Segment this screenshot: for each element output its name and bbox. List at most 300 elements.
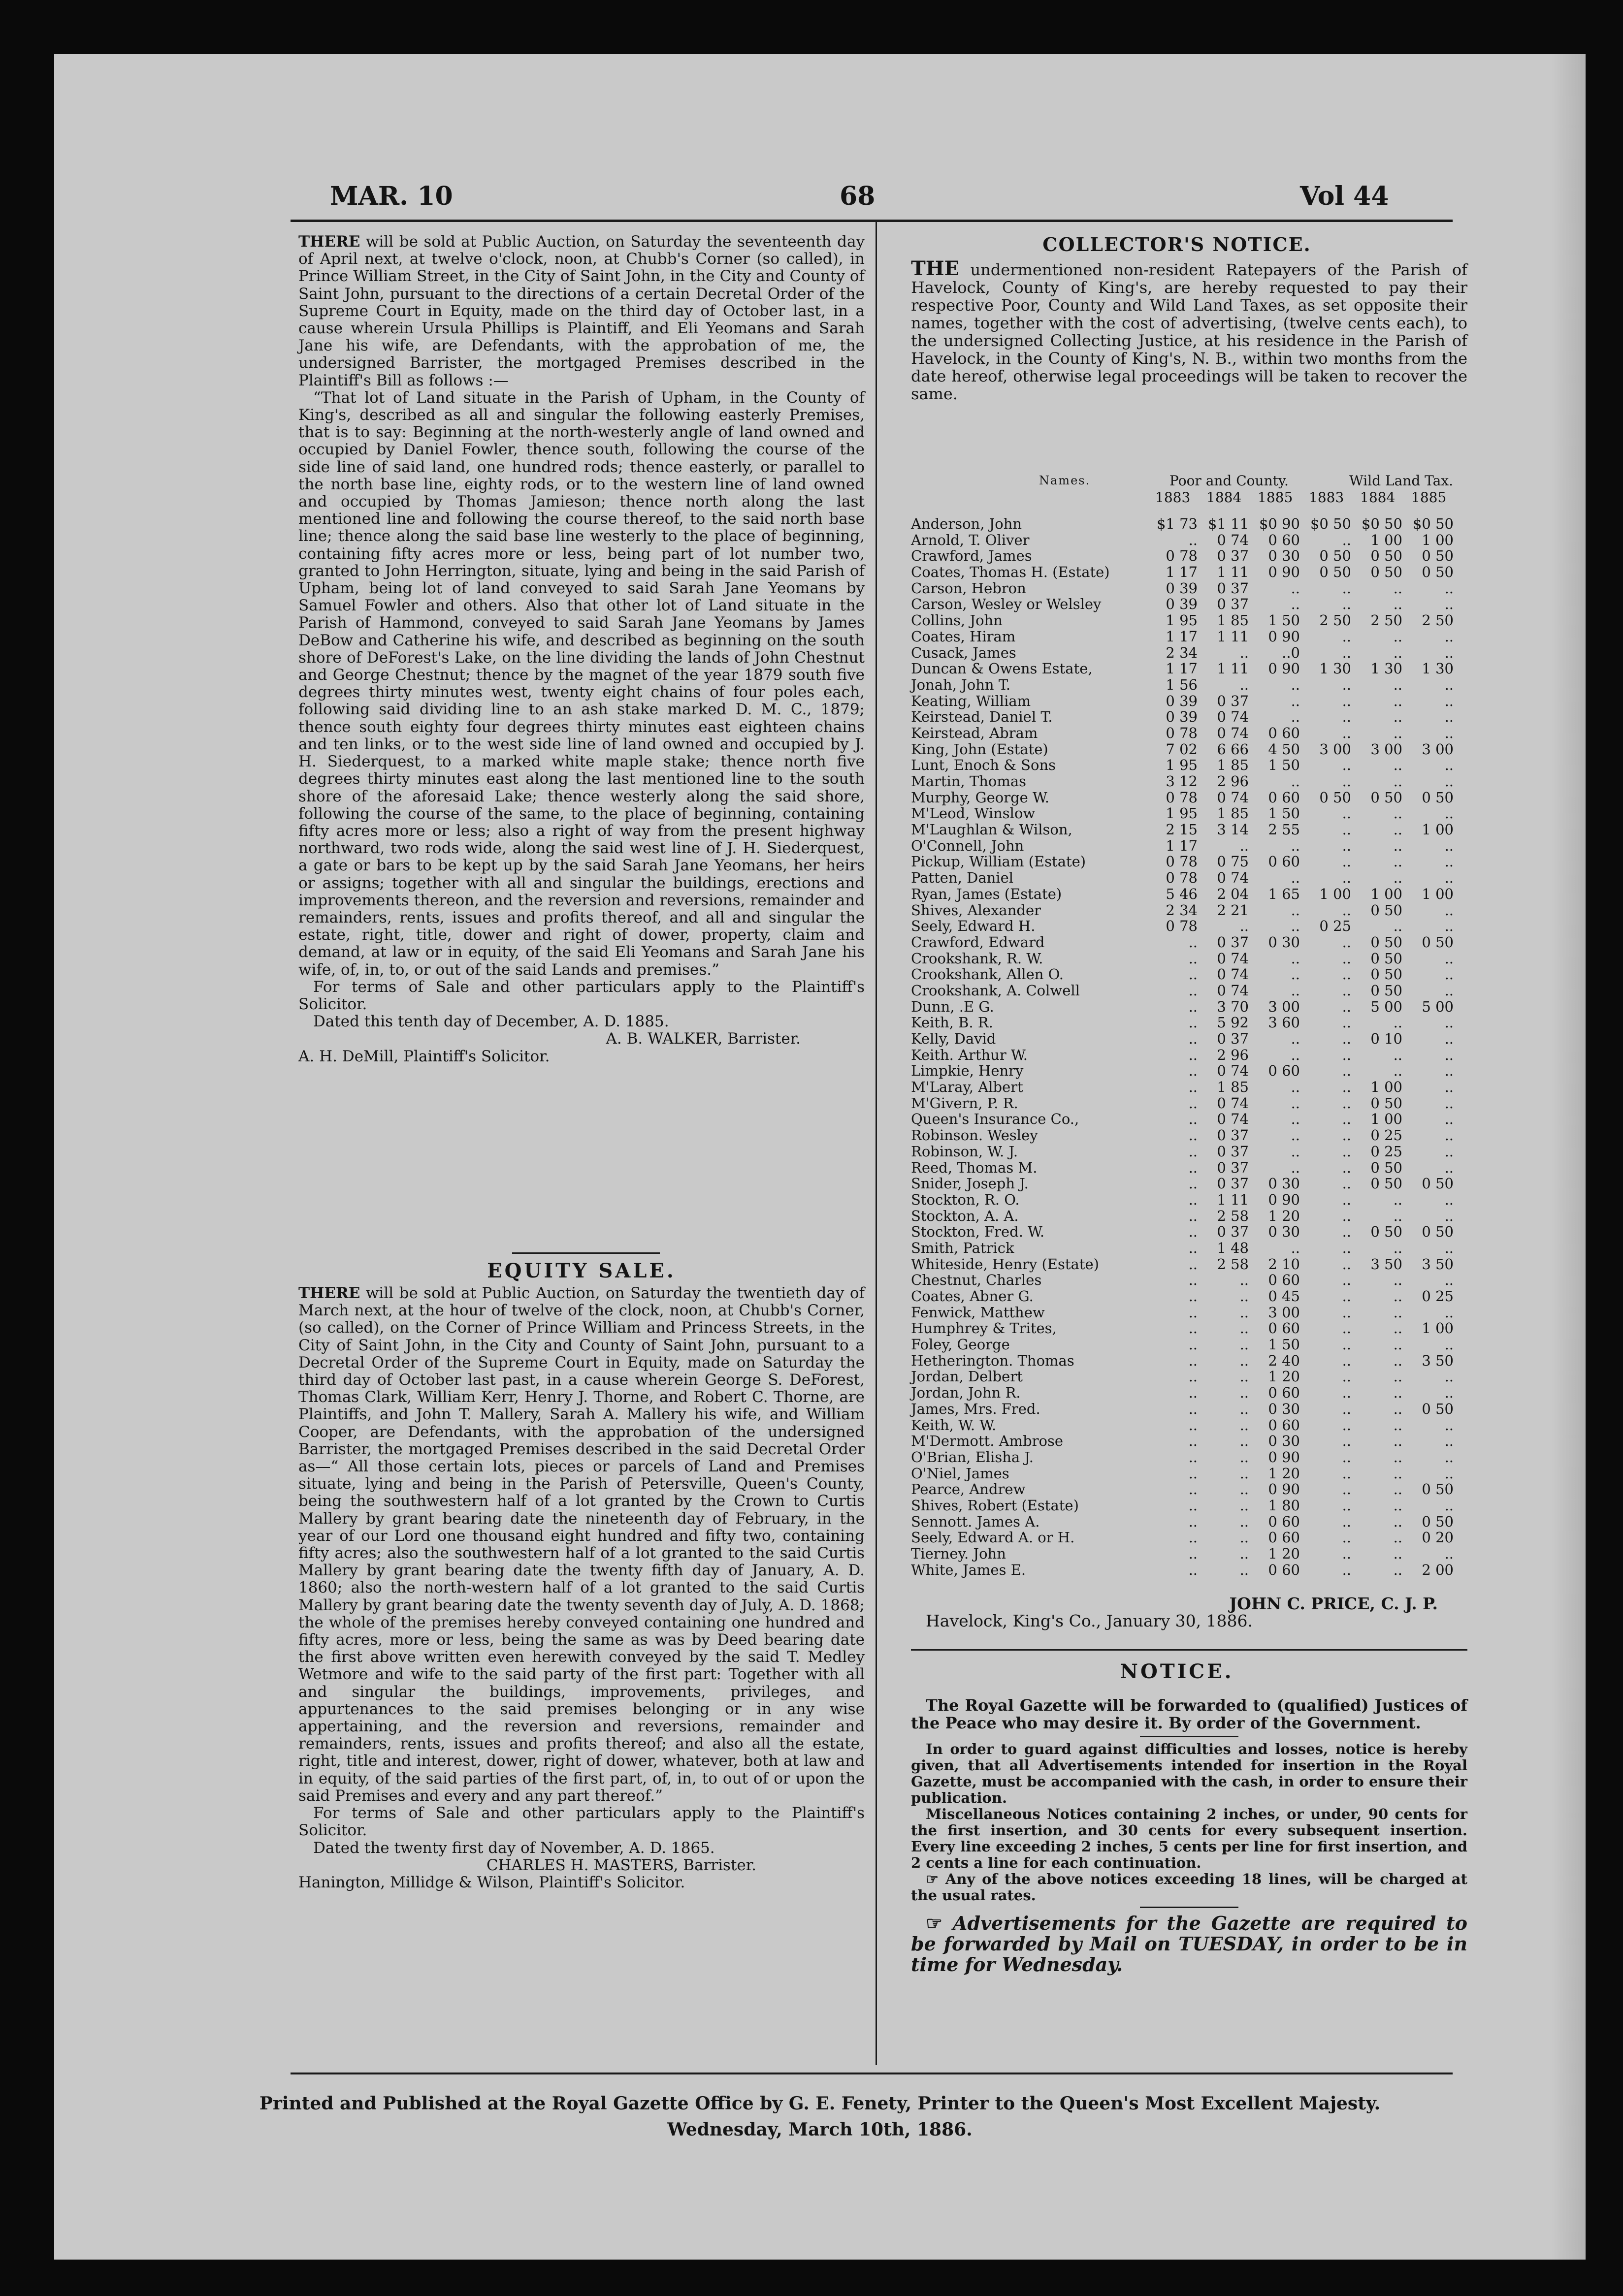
tax-amount: 0 90	[1268, 1191, 1300, 1208]
tax-amount: 0 78	[1166, 869, 1198, 887]
tax-amount: 0 90	[1268, 628, 1300, 645]
tax-amount: ..	[1188, 1320, 1198, 1337]
tax-amount: ..	[1342, 933, 1351, 951]
tax-amount: ..	[1393, 1368, 1402, 1385]
tax-amount: 0 37	[1217, 1030, 1249, 1047]
tax-amount: ..	[1342, 644, 1351, 661]
tax-amount: ..	[1342, 901, 1351, 919]
tax-amount: 0 50	[1370, 1223, 1402, 1241]
ratepayer-name: Robinson. Wesley	[911, 1127, 1038, 1144]
footer-date-line: Wednesday, March 10th, 1886.	[667, 2119, 973, 2140]
tax-amount: ..	[1239, 1400, 1249, 1417]
tax-amount: 2 58	[1217, 1255, 1249, 1273]
tax-amount: 0 37	[1217, 547, 1249, 565]
tax-amount: ..	[1291, 692, 1300, 709]
tax-amount: ..	[1291, 676, 1300, 693]
tax-amount: 0 39	[1166, 596, 1198, 613]
tax-amount: ..	[1188, 966, 1198, 983]
table-row	[911, 1401, 1462, 1417]
page-number: 68	[840, 181, 876, 211]
ratepayer-name: Crookshank, A. Colwell	[911, 982, 1080, 999]
tax-amount: 1 85	[1217, 612, 1249, 629]
auction-para-2: “That lot of Land situate in the Parish of Upham, in the County of King's, described as all and singular the following easterly Premises, that is to say: Beginning at the north-westerly angle of land owned and occupied by Daniel Fowler, thence south, following the course of the side line of said land, one hundred rods; thence easterly, or parallel to the north base line, eighty rods, or to the western line of land owned and occupied by Thomas Jamieson; thence north along the last mentioned line and following the course thereof, to the said north base line; thence along the said base line westerly to the place of beginning, containing fifty acres more or less, being part of lot number two, granted to John Herrington, situate, lying and being in the said Parish of Upham, being lot of land conveyed to said Sarah Jane Yeomans by Samuel Fowler and others. Also that other lot of Land situate in the Parish of Hammond, conveyed to said Sarah Jane Yeomans by James DeBow and Catherine his wife, and described as beginning on the south shore of DeForest's Lake, on the line dividing the lands of John Chestnut and George Chestnut; thence by the magnet of the year 1879 south five degrees thirty minutes west, twenty eight chains of four poles each, following said dividing line to an ash stake marked D. M. C., 1879; thence south eighty four degrees thirty minutes east eighteen chains and ten links, or to the west side line of land owned and occupied by J. H. Siederquest, to a marked white maple stake; thence north five degrees thirty minutes east along the last mentioned line to the south shore of the aforesaid Lake; thence westerly along the said shore, following the course of the same, to the place of beginning, containing fifty acres more or less; also a right of way from the present highway northward, two rods wide, along the said west line of J. H. Siederquest, a gate or bars to be kept up by the said Sarah Jane Yeomans, her heirs or assigns; together with all and singular the buildings, erections and improvements thereon, and the reversion and reversions, remainder and remainders, rents, issues and profits thereof, and all and singular the estate, right, title, dower and right of dower, property, claim and demand, at law or in equity, of the said Eli Yeomans and Sarah Jane his wife, of, in, to, or out of the said Lands and premises.”	[298, 388, 865, 979]
equity-lead-word: THERE	[298, 1284, 360, 1302]
tax-amount: ..	[1291, 901, 1300, 919]
tax-amount: ..	[1393, 1384, 1402, 1402]
table-row	[911, 1514, 1462, 1530]
table-row	[911, 1224, 1462, 1240]
tax-amount: ..	[1239, 1497, 1249, 1514]
table-row	[911, 773, 1462, 790]
tax-amount: ..	[1342, 950, 1351, 967]
tax-amount: ..	[1188, 1288, 1198, 1305]
tax-amount: 0 50	[1370, 966, 1402, 983]
tax-amount: 0 75	[1217, 853, 1249, 870]
table-row	[911, 902, 1462, 919]
tax-amount: ..	[1188, 531, 1198, 548]
ratepayer-name: Murphy, George W.	[911, 789, 1049, 806]
table-row	[911, 1498, 1462, 1514]
tax-amount: ..	[1342, 1207, 1351, 1224]
ratepayer-name: Shives, Alexander	[911, 901, 1041, 919]
ratepayer-name: Crookshank, Allen O.	[911, 966, 1064, 983]
ratepayer-name: M'Dermott. Ambrose	[911, 1433, 1064, 1450]
tax-amount: ..	[1393, 1046, 1402, 1063]
tax-amount: 5 92	[1217, 1014, 1249, 1031]
year-1885-wild: 1885	[1411, 489, 1447, 506]
tax-amount: ..	[1444, 1030, 1454, 1047]
tax-amount: ..	[1188, 950, 1198, 967]
table-row	[911, 1256, 1462, 1273]
tax-amount: 1 00	[1422, 1320, 1454, 1337]
table-row	[911, 854, 1462, 870]
table-row	[911, 1433, 1462, 1449]
tax-amount: ..	[1393, 757, 1402, 774]
ratepayer-name: Keating, William	[911, 692, 1031, 709]
tax-amount: 0 74	[1217, 724, 1249, 741]
tax-amount: 1 00	[1319, 885, 1351, 902]
tax-amount: ..	[1291, 1111, 1300, 1128]
notice-title: NOTICE.	[1120, 1660, 1234, 1683]
tax-amount: ..	[1239, 1304, 1249, 1321]
tax-amount: 0 50	[1370, 901, 1402, 919]
tax-amount: ..	[1188, 1175, 1198, 1192]
tax-amount: 0 30	[1268, 1223, 1300, 1241]
tax-amount: ..	[1342, 1288, 1351, 1305]
tax-amount: ..	[1444, 596, 1454, 613]
tax-amount: ..	[1291, 966, 1300, 983]
tax-amount: ..	[1239, 918, 1249, 935]
ratepayer-name: Keith, B. R.	[911, 1014, 993, 1031]
tax-amount: 0 60	[1268, 1384, 1300, 1402]
tax-amount: ..	[1444, 1384, 1454, 1402]
ratepayer-name: King, John (Estate)	[911, 740, 1048, 758]
tax-amount: ..	[1393, 644, 1402, 661]
equity-barrister: CHARLES H. MASTERS, Barrister.	[486, 1856, 756, 1874]
ratepayer-name: Hetherington. Thomas	[911, 1352, 1074, 1369]
ratepayer-name: Coates, Thomas H. (Estate)	[911, 564, 1110, 581]
tax-amount: ..	[1188, 1127, 1198, 1144]
tax-amount: ..	[1393, 579, 1402, 597]
table-row	[911, 564, 1462, 580]
tax-amount: 1 50	[1268, 805, 1300, 822]
poor-county-label: Poor and County.	[1169, 473, 1289, 489]
tax-amount: ..	[1291, 773, 1300, 790]
tax-amount: 0 45	[1268, 1288, 1300, 1305]
tax-amount: 1 00	[1370, 1079, 1402, 1096]
ratepayer-name: M'Laray, Albert	[911, 1079, 1023, 1096]
year-1883-wild: 1883	[1309, 489, 1344, 506]
tax-amount: 0 37	[1217, 933, 1249, 951]
notice-para-1: The Royal Gazette will be forwarded to (qualified) Justices of the Peace who may desire it. By order of the Government.	[911, 1696, 1467, 1732]
tax-amount: 0 39	[1166, 579, 1198, 597]
tax-amount: ..	[1239, 1545, 1249, 1562]
tax-amount: ..	[1444, 724, 1454, 741]
tax-amount: 5 00	[1370, 998, 1402, 1015]
tax-amount: ..	[1239, 676, 1249, 693]
ratepayer-name: Keith. Arthur W.	[911, 1046, 1028, 1063]
ratepayer-name: Whiteside, Henry (Estate)	[911, 1255, 1099, 1273]
table-row	[911, 999, 1462, 1015]
notice-para-2: In order to guard against difficulties and losses, notice is hereby given, that all Advertisements intended for insertion in the Royal Gazette, must be accompanied with the cash, in order to ensure their publication.	[911, 1741, 1467, 1806]
tax-amount: 2 40	[1268, 1352, 1300, 1369]
auction-para-1	[298, 233, 865, 389]
auction-dated: Dated this tenth day of December, A. D. 1885.	[313, 1013, 669, 1031]
ratepayer-name: Jordan, Delbert	[911, 1368, 1023, 1385]
ratepayer-name: Patten, Daniel	[911, 869, 1014, 887]
tax-amount: 0 39	[1166, 708, 1198, 726]
tax-amount: ..	[1342, 1030, 1351, 1047]
tax-amount: ..	[1444, 1368, 1454, 1385]
tax-amount: ..	[1342, 1400, 1351, 1417]
tax-amount: 2 15	[1166, 821, 1198, 838]
tax-amount: ..	[1393, 1545, 1402, 1562]
tax-amount: ..	[1188, 998, 1198, 1015]
tax-amount: ..	[1393, 1497, 1402, 1514]
tax-amount: ..	[1342, 1046, 1351, 1063]
tax-amount: ..	[1393, 1529, 1402, 1546]
ratepayer-name: M'Givern, P. R.	[911, 1094, 1018, 1112]
table-row	[911, 709, 1462, 725]
tax-amount: 1 30	[1370, 660, 1402, 677]
tax-amount: 0 50	[1370, 950, 1402, 967]
tax-amount: 1 85	[1217, 757, 1249, 774]
equity-para-2: For terms of Sale and other particulars apply to the Plaintiff's Solicitor.	[298, 1804, 865, 1840]
tax-amount: ..	[1239, 644, 1249, 661]
tax-amount: ..	[1239, 1465, 1249, 1482]
tax-amount: ..	[1188, 1014, 1198, 1031]
tax-amount: 0 50	[1370, 789, 1402, 806]
ratepayer-name: Dunn, .E G.	[911, 998, 994, 1015]
tax-amount: 1 00	[1422, 531, 1454, 548]
tax-amount: 1 56	[1166, 676, 1198, 693]
tax-amount: ..	[1342, 805, 1351, 822]
tax-amount: ..	[1393, 1400, 1402, 1417]
tax-amount: 0 50	[1370, 933, 1402, 951]
tax-amount: ..	[1239, 1513, 1249, 1530]
tax-amount: 0 74	[1217, 1062, 1249, 1080]
ratepayer-name: Seely, Edward H.	[911, 918, 1036, 935]
tax-amount: ..	[1342, 1127, 1351, 1144]
tax-amount: ..	[1444, 628, 1454, 645]
tax-amount: ..	[1188, 1255, 1198, 1273]
table-row	[911, 1240, 1462, 1256]
ratepayer-name: Shives, Robert (Estate)	[911, 1497, 1079, 1514]
page-edge-shadow	[1551, 54, 1586, 2260]
tax-amount: ..	[1239, 1368, 1249, 1385]
tax-amount: 0 60	[1268, 1320, 1300, 1337]
equity-solicitor: Hanington, Millidge & Wilson, Plaintiff's Solicitor.	[298, 1873, 685, 1891]
ratepayer-name: Stockton, R. O.	[911, 1191, 1020, 1208]
tax-amount: 3 50	[1422, 1352, 1454, 1369]
tax-amount: ..	[1393, 596, 1402, 613]
ratepayer-name: Foley, George	[911, 1336, 1010, 1353]
ratepayer-name: Cusack, James	[911, 644, 1016, 661]
tax-amount: $0 50	[1412, 515, 1454, 532]
tax-amount: 0 74	[1217, 1111, 1249, 1128]
tax-amount: ..	[1291, 1094, 1300, 1112]
tax-amount: ..	[1444, 708, 1454, 726]
tax-amount: 0 74	[1217, 950, 1249, 967]
tax-amount: ..	[1444, 1416, 1454, 1434]
tax-amount: ..	[1444, 692, 1454, 709]
table-row	[911, 1530, 1462, 1546]
tax-amount: 0 74	[1217, 531, 1249, 548]
auction-lead-word: THERE	[298, 233, 360, 251]
tax-amount: ..	[1291, 1030, 1300, 1047]
tax-amount: 2 55	[1268, 821, 1300, 838]
ratepayer-name: M'Laughlan & Wilson,	[911, 821, 1072, 838]
tax-amount: ..	[1444, 1159, 1454, 1176]
ratepayer-name: Sennott. James A.	[911, 1513, 1040, 1530]
tax-amount: 1 00	[1422, 885, 1454, 902]
table-row	[911, 805, 1462, 822]
tax-amount: 1 80	[1268, 1497, 1300, 1514]
tax-amount: ..	[1291, 579, 1300, 597]
tax-amount: 1 11	[1217, 660, 1249, 677]
tax-amount: 0 25	[1370, 1127, 1402, 1144]
tax-amount: ..	[1239, 1561, 1249, 1578]
ratepayer-name: Crawford, Edward	[911, 933, 1045, 951]
tax-amount: ..	[1291, 1143, 1300, 1160]
ratepayer-name: Duncan & Owens Estate,	[911, 660, 1093, 677]
table-row	[911, 1127, 1462, 1144]
tax-amount: ..	[1444, 901, 1454, 919]
tax-amount: ..	[1342, 1336, 1351, 1353]
tax-amount: ..	[1342, 1272, 1351, 1289]
table-row	[911, 1320, 1462, 1337]
table-row	[911, 838, 1462, 854]
tax-amount: ..	[1239, 1448, 1249, 1466]
ratepayer-name: Collins, John	[911, 612, 1003, 629]
tax-amount: ..	[1188, 1561, 1198, 1578]
table-row	[911, 677, 1462, 693]
tax-amount: ..	[1393, 837, 1402, 854]
table-row	[911, 1546, 1462, 1562]
table-row	[911, 790, 1462, 806]
tax-amount: ..	[1342, 869, 1351, 887]
table-row	[911, 918, 1462, 934]
tax-amount: $1 11	[1207, 515, 1249, 532]
tax-amount: 1 50	[1268, 757, 1300, 774]
tax-amount: ..	[1342, 1223, 1351, 1241]
ratepayer-name: Keirstead, Daniel T.	[911, 708, 1053, 726]
notice-body	[911, 1696, 1467, 1975]
tax-amount: ..	[1342, 1094, 1351, 1112]
tax-amount: ..	[1342, 1465, 1351, 1482]
tax-amount: 1 85	[1217, 805, 1249, 822]
ratepayer-name: Queen's Insurance Co.,	[911, 1111, 1079, 1128]
tax-amount: ..	[1291, 982, 1300, 999]
tax-amount: 7 02	[1166, 740, 1198, 758]
names-column-label: Names.	[1039, 474, 1091, 487]
ratepayer-name: O'Connell, John	[911, 837, 1024, 854]
tax-amount: 1 65	[1268, 885, 1300, 902]
tax-amount: ..	[1342, 1545, 1351, 1562]
tax-amount: 3 00	[1268, 1304, 1300, 1321]
ratepayer-name: James, Mrs. Fred.	[911, 1400, 1040, 1417]
tax-amount: 0 50	[1370, 1159, 1402, 1176]
tax-amount: 1 30	[1422, 660, 1454, 677]
tax-amount: ..	[1444, 1304, 1454, 1321]
tax-amount: ..	[1342, 773, 1351, 790]
tax-amount: ..	[1342, 628, 1351, 645]
collector-intro	[911, 257, 1468, 403]
tax-amount: 0 74	[1217, 708, 1249, 726]
tax-amount: ..	[1188, 1416, 1198, 1434]
tax-amount: ..	[1188, 933, 1198, 951]
tax-amount: ..	[1444, 1465, 1454, 1482]
tax-amount: 0 50	[1370, 982, 1402, 999]
table-row	[911, 1449, 1462, 1466]
tax-amount: ..	[1342, 1497, 1351, 1514]
tax-amount: ..	[1393, 1481, 1402, 1498]
tax-amount: 0 60	[1268, 1513, 1300, 1530]
ratepayer-name: Pickup, William (Estate)	[911, 853, 1086, 870]
tax-amount: 0 60	[1268, 531, 1300, 548]
ratepayer-name: Seely, Edward A. or H.	[911, 1529, 1075, 1546]
tax-amount: ..	[1444, 1191, 1454, 1208]
tax-amount: 1 00	[1370, 1111, 1402, 1128]
tax-amount: ..	[1342, 1239, 1351, 1256]
issue-date: MAR. 10	[330, 181, 453, 211]
ratepayer-name: Jordan, John R.	[911, 1384, 1021, 1402]
tax-amount: 1 00	[1370, 885, 1402, 902]
tax-amount: ..	[1342, 676, 1351, 693]
tax-amount: ..	[1342, 1014, 1351, 1031]
table-row	[911, 1288, 1462, 1305]
tax-amount: 2 34	[1166, 901, 1198, 919]
tax-amount: ..	[1444, 644, 1454, 661]
ratepayer-name: Smith, Patrick	[911, 1239, 1014, 1256]
tax-amount: ..	[1393, 1304, 1402, 1321]
tax-amount: ..	[1239, 1481, 1249, 1498]
collector-place-date: Havelock, King's Co., January 30, 1886.	[926, 1611, 1253, 1631]
tax-amount: ..	[1291, 1159, 1300, 1176]
table-row	[911, 870, 1462, 886]
tax-amount: ..	[1342, 1481, 1351, 1498]
tax-amount: 1 20	[1268, 1368, 1300, 1385]
tax-amount: 0 50	[1370, 547, 1402, 565]
tax-amount: ..	[1342, 1384, 1351, 1402]
tax-amount: 0 37	[1217, 596, 1249, 613]
tax-amount: 0 74	[1217, 869, 1249, 887]
tax-amount: ..	[1444, 918, 1454, 935]
tax-amount: ..	[1393, 724, 1402, 741]
tax-amount: 3 60	[1268, 1014, 1300, 1031]
tax-amount: 0 50	[1319, 789, 1351, 806]
tax-amount: ..	[1188, 1433, 1198, 1450]
ratepayer-name: Stockton, Fred. W.	[911, 1223, 1045, 1241]
tax-amount: 2 50	[1370, 612, 1402, 629]
tax-amount: ..	[1342, 1062, 1351, 1080]
tax-amount: 0 60	[1268, 1416, 1300, 1434]
tax-amount: ..	[1444, 1336, 1454, 1353]
tax-amount: ..	[1342, 1561, 1351, 1578]
tax-amount: ..	[1342, 1416, 1351, 1434]
tax-amount: ..	[1393, 1014, 1402, 1031]
tax-amount: 1 50	[1268, 612, 1300, 629]
tax-amount: ..	[1444, 853, 1454, 870]
tax-amount: ..	[1393, 628, 1402, 645]
notice-para-5	[911, 1913, 1467, 1975]
table-row	[911, 693, 1462, 709]
tax-amount: ..	[1291, 1046, 1300, 1063]
tax-amount: 1 95	[1166, 612, 1198, 629]
tax-amount: 1 20	[1268, 1545, 1300, 1562]
notice-para-3: Miscellaneous Notices containing 2 inches, or under, 90 cents for the first insertion, and 30 cents for every subsequent insertion. Every line exceeding 2 inches, 5 cents per line for first insertion, and 2 cents a line for each continuation.	[911, 1806, 1467, 1871]
tax-amount: ..	[1444, 1046, 1454, 1063]
table-row	[911, 532, 1462, 548]
tax-amount: 0 25	[1422, 1288, 1454, 1305]
tax-amount: ..	[1444, 950, 1454, 967]
table-row	[911, 645, 1462, 661]
notice-para-4-text: Any of the above notices exceeding 18 lines, will be charged at the usual rates.	[911, 1871, 1467, 1904]
tax-amount: ..	[1239, 1336, 1249, 1353]
ratepayer-name: Anderson, John	[911, 515, 1022, 532]
ratepayer-name: Arnold, T. Oliver	[911, 531, 1030, 548]
tax-amount: 1 50	[1268, 1336, 1300, 1353]
tax-amount: ..	[1444, 805, 1454, 822]
tax-amount: ..	[1444, 757, 1454, 774]
tax-amount: ..	[1342, 579, 1351, 597]
tax-amount: 1 17	[1166, 628, 1198, 645]
tax-amount: $0 50	[1310, 515, 1351, 532]
tax-amount: ..	[1188, 1400, 1198, 1417]
table-row	[911, 1063, 1462, 1079]
auction-solicitor: A. H. DeMill, Plaintiff's Solicitor.	[298, 1047, 550, 1065]
tax-amount: 5 00	[1422, 998, 1454, 1015]
equity-sale-title: EQUITY SALE.	[487, 1259, 676, 1282]
tax-amount: ..	[1291, 1239, 1300, 1256]
ratepayer-name: Stockton, A. A.	[911, 1207, 1019, 1224]
tax-amount: 2 04	[1217, 885, 1249, 902]
tax-amount: 0 50	[1422, 1175, 1454, 1192]
auction-para-1-text: will be sold at Public Auction, on Saturday the seventeenth day of April next, at twelve o'clock, noon, at Chubb's Corner (so called), in Prince William Street, in the City of Saint John, in the City and County of Saint John, pursuant to the directions of a certain Decretal Order of the Supreme Court in Equity, made on the third day of October last, in a cause wherein Ursula Phillips is Plaintiff, and Eli Yeomans and Sarah Jane his wife, are Defendants, with the approbation of me, the undersigned Barrister, the mortgaged Premises described in the Plaintiff's Bill as follows :—	[298, 233, 865, 389]
tax-amount: ..	[1342, 998, 1351, 1015]
tax-amount: 0 74	[1217, 966, 1249, 983]
pointing-hand-icon-2: ☞	[926, 1912, 943, 1934]
tax-amount: ..	[1239, 837, 1249, 854]
year-1884-poor: 1884	[1206, 489, 1242, 506]
tax-amount: ..	[1291, 596, 1300, 613]
tax-amount: 1 11	[1217, 1191, 1249, 1208]
ratepayer-name: Jonah, John T.	[911, 676, 1011, 693]
tax-amount: 0 50	[1422, 564, 1454, 581]
table-row	[911, 1353, 1462, 1369]
table-row	[911, 983, 1462, 999]
tax-amount: 0 37	[1217, 692, 1249, 709]
